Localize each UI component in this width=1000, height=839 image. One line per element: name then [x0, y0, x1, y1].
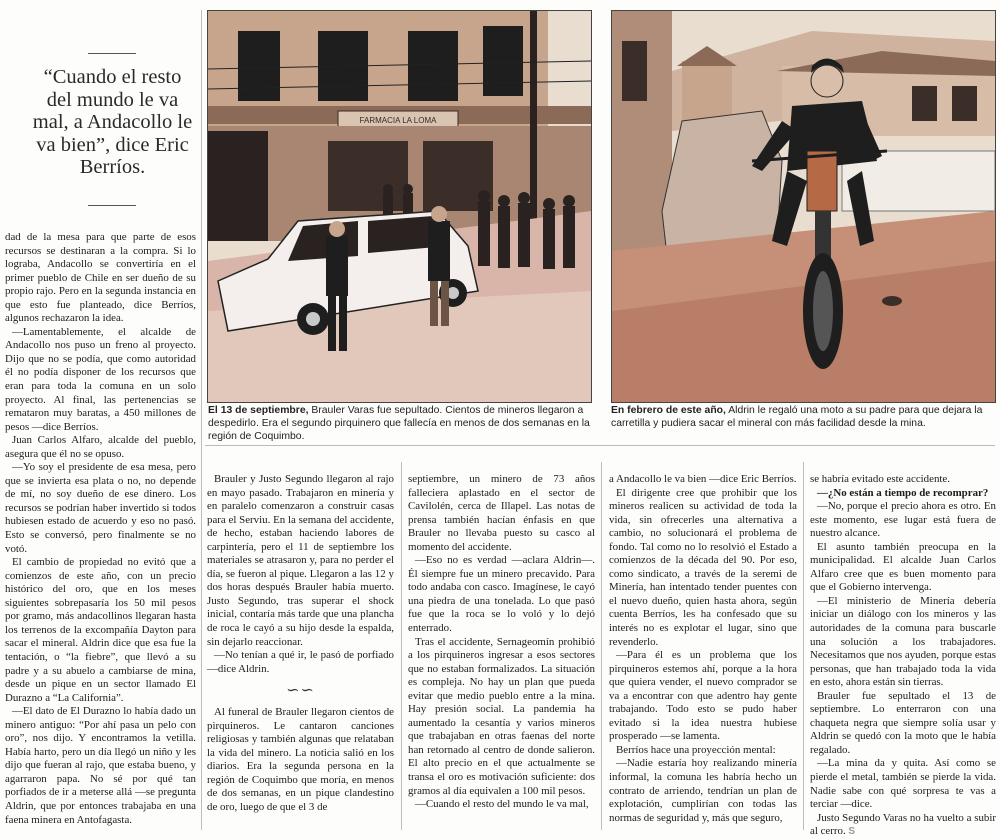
paragraph: Al funeral de Brauler llegaron cientos de pirquineros. Le cantaron canciones religiosas y también algunas que relataban la vida del minero. La noticia salió en los diarios. Era la segunda persona en la región de Coquimbo que moría, en menos de dos semanas, en un pique clandestino de oro, luego de que el 3 de: [207, 706, 394, 814]
quote-top-rule: [88, 53, 136, 54]
paragraph: septiembre, un minero de 73 años falleciera aplastado en el sector de Cavilolén, cerca de Illapel. Las notas de prensa también hacían énfasis en que Brauler no llevaba puesto su casco al momento del accidente.: [408, 473, 595, 553]
article-column-1: [5, 231, 196, 827]
paragraph: —Lamentablemente, el alcalde de Andacollo nos puso un freno al proyecto. Dijo que no se podía, que como autoridad él no podía disponer de los recursos que eran para toda la comuna en un solo proyecto. Al final, las pertenencias se remataron muy baratas, a 450 millones de pesos —dice Berríos.: [5, 325, 196, 433]
caption-funeral: [208, 404, 593, 444]
paragraph: El dirigente cree que prohibir que los mineros realicen su actividad de toda la vida, sin ofrecerles una alternativa a cambio, no solucionará el problema de fondo. Tal como no lo resolvió el Estado a comienzos de la década del 90. Por eso, como sindicato, a través de la seremi de Minería, han intentado tender puentes con el nuevo dueño, quien hasta ahora, según cuenta Berríos, les ha confesado que su interés no es explotar el lugar, sino que revenderlo.: [609, 486, 797, 648]
paragraph: —El ministerio de Minería debería iniciar un diálogo con los mineros y las autoridades de la comuna para buscarle una solución a los trabajadores. Necesitamos que nos ayuden, porque estas personas, que han trabajado toda la vida en esto, ahora están sin tierras.: [810, 594, 996, 689]
caption-funeral-text: Brauler Varas fue sepultado. Cientos de mineros llegaron a despedirlo. Era el segundo pirquinero que fallecía en menos de dos semanas en la región de Coquimbo.: [208, 405, 590, 443]
article-column-4: [609, 473, 797, 825]
shop-sign-text: FARMACIA LA LOMA: [359, 116, 437, 125]
interview-question: —¿No están a tiempo de recomprar?: [817, 486, 989, 499]
section-ornament: ∽∽: [286, 682, 315, 700]
motorcycle-scene: [612, 11, 995, 402]
final-sentence: Justo Segundo Varas no ha vuelto a subir al cerro.: [810, 811, 996, 838]
col-divider-4: [803, 462, 804, 830]
paragraph: —Nadie estaría hoy realizando minería informal, la comuna les habría hecho un contrato de arriendo, tendrían un plan de explotación, cumplirían con todas las normas de seguridad y, más que seguro,: [609, 757, 797, 824]
quote-bottom-rule: [88, 205, 136, 206]
article-column-2: [207, 473, 394, 815]
col-divider-3: [601, 462, 602, 830]
col-divider-1: [201, 10, 202, 830]
paragraph: —Yo soy el presidente de esa mesa, pero que se invierta esa plata o no, no depende de mí, no soy dueño de ese dinero. Los recursos se podrían haber invertido si todos hubiesen estado de acuerdo y eso no pasó. Esto se conversó, pero finalmente se no votó.: [5, 461, 196, 555]
col-divider-2: [401, 462, 402, 830]
paragraph: —La mina da y quita. Así como se pierde el metal, también se pierde la vida. Nadie sabe con qué sorpresa te vas a terciar —dice.: [810, 757, 996, 811]
pull-quote: “Cuando el resto del mundo le va mal, a Andacollo le va bien”, dice Eric Berríos.: [32, 66, 193, 178]
paragraph: se habría evitado este accidente.: [810, 473, 950, 485]
paragraph: —Cuando el resto del mundo le va mal,: [415, 798, 589, 811]
paragraph: —El dato de El Durazno lo había dado un minero antiguo: “Por ahí pasa un pelo con oro”, nos dijo. Y encontramos la vetilla. Había harto, pero un día llegó un niño y les dijo que fueran al rajo, que estaba bueno, y agarraron papa. No sé por qué tan porfiados de ir a meterse allá —se pregunta Aldrin, que por entonces trabajaba en una faena minera en Antofagasta.: [5, 705, 196, 826]
caption-motorcycle: [611, 404, 996, 430]
caption-motorcycle-text: Aldrin le regaló una moto a su padre para que dejara la carretilla y pudiera sacar el mineral con más facilidad desde la mina.: [611, 405, 983, 430]
paragraph: —No, porque el precio ahora es otro. En este momento, ese lugar está fuera de nuestro alcance.: [810, 500, 996, 540]
paragraph: Brauler fue sepultado el 13 de septiembre. Lo enterraron con una chaqueta negra que siempre solía usar y Aldrin se quedó con la moto que le había regalado.: [810, 689, 996, 756]
paragraph: El cambio de propiedad no evitó que a comienzos de este año, con un precio histórico del oro, que en los meses siguientes sobrepasaría los 50 mil pesos por gramo, más andacollinos llegaran hasta los terrenos de la excompañía Dayton para sacar el mineral. Aldrin dice que esa fue la tentación, o “la fiebre”, que llevó a su padre y a su abuelo a cambiarse de mina, desde un pique en un sector llamado El Durazno a “La California”.: [5, 556, 196, 704]
article-column-5: [810, 473, 996, 839]
caption-funeral-lead: El 13 de septiembre,: [208, 405, 309, 416]
paragraph: Juan Carlos Alfaro, alcalde del pueblo, asegura que él no se opuso.: [5, 434, 196, 460]
caption-divider: [205, 445, 995, 446]
paragraph: —No tenían a qué ir, le pasó de porfiado —dice Aldrin.: [207, 649, 394, 675]
paragraph: Brauler y Justo Segundo llegaron al rajo en mayo pasado. Trabajaron en minería y en paralelo comenzaron a construir casas para el Serviu. En la semana del accidente, de hecho, estaban haciendo labores de carpintería, pero el 11 de septiembre los materiales se atrasaron y, para no perder el día, se fueron al pique. Llegaron a las 12 y dos horas después Brauler había muerto. Justo Segundo, tras superar el shock inicial, contaría más tarde que una plancha de roca le cayó a su hijo desde la espalda, sin dejarlo reaccionar.: [207, 473, 394, 648]
illustration-motorcycle: [611, 10, 996, 403]
paragraph: dad de la mesa para que parte de esos recursos se destinaran a la compra. Si lo lograba, Andacollo se convertiría en el primer pueblo de Chile en ser dueño de su propio rajo. Pero en la segunda instancia en que esto fue planteado, dice Berríos, algunos rechazaron la idea.: [5, 231, 196, 325]
funeral-scene: [208, 11, 591, 402]
paragraph: —Eso no es verdad —aclara Aldrin—. Él siempre fue un minero precavido. Para todo andaba con casco. Imagínese, le cayó una piedra de una tonelada. Lo que pasó fue que la roca se lo voló y lo dejó enterrado.: [408, 554, 595, 635]
caption-motorcycle-lead: En febrero de este año,: [611, 405, 726, 416]
paragraph: a Andacollo le va bien —dice Eric Berríos.: [609, 473, 797, 485]
article-column-3: [408, 473, 595, 812]
paragraph: Tras el accidente, Sernageomín prohibió a los pirquineros ingresar a esos sectores que no estaban formalizados. La situación es compleja. No hay un plan que pueda evitar que medio pueblo entre a la mina. Hay presión social. La pandemia ha aumentado la cesantía y varios mineros que trabajaban en otras faenas del norte han retornado al centro de donde salieron. El alto precio en el que actualmente se transa el oro es motivación suficiente: dos gramos al día equivalen a 100 mil pesos.: [408, 635, 595, 797]
paragraph: [810, 487, 996, 501]
paragraph: El asunto también preocupa en la municipalidad. El alcalde Juan Carlos Alfaro cree que es buen momento para que el Gobierno intervenga.: [810, 540, 996, 594]
illustration-funeral: [207, 10, 592, 403]
paragraph: —Para él es un problema que los pirquineros estemos ahí, porque a la hora que quiera vender, el nuevo comprador se va a encontrar con que adentro hay gente trabajando. Todo esto se pudo haber evitado si la idea nuestra hubiese prosperado —se lamenta.: [609, 649, 797, 743]
end-mark: S: [848, 826, 856, 838]
paragraph: Berríos hace una proyección mental:: [616, 743, 776, 756]
